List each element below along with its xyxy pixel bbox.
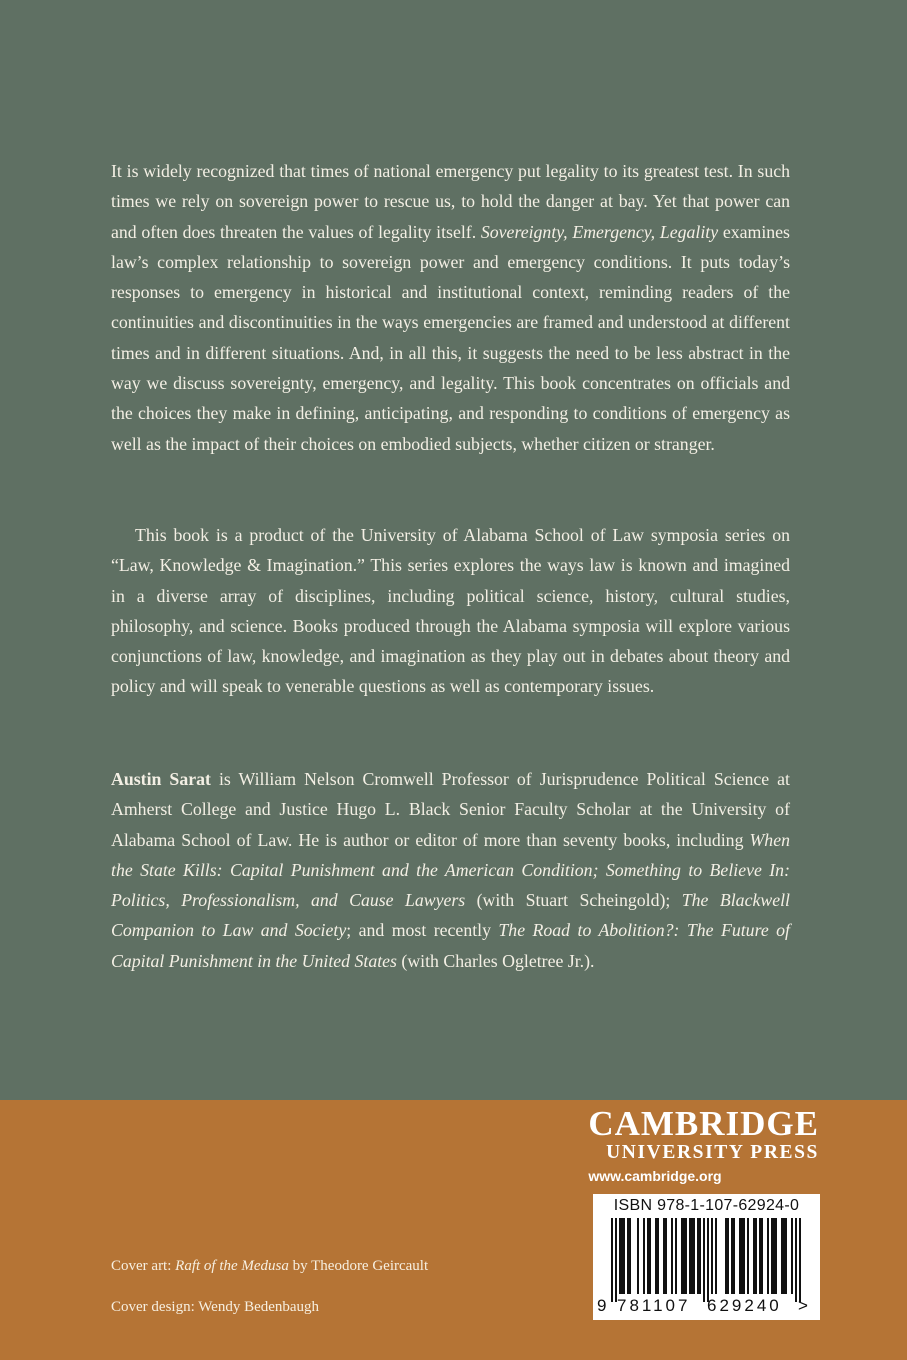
barcode-bar bbox=[767, 1218, 769, 1294]
barcode-bar bbox=[691, 1218, 693, 1294]
description-text: It is widely recognized that times of national emergency put legality to its greatest test. In such times we rely on sovereign power to rescue us, to hold the danger at bay. Yet that power can and often does threaten the values of legality itself. bbox=[111, 161, 790, 242]
barcode-bar bbox=[655, 1218, 657, 1294]
barcode-bar bbox=[699, 1218, 701, 1294]
barcode-bar bbox=[623, 1218, 625, 1294]
barcode-bar bbox=[727, 1218, 729, 1294]
barcode-bar bbox=[697, 1218, 699, 1294]
cover-art-title: Raft of the Medusa bbox=[175, 1258, 289, 1274]
barcode-bar bbox=[739, 1218, 741, 1294]
description-paragraph-2 bbox=[111, 520, 790, 702]
barcode-bar bbox=[637, 1218, 639, 1294]
barcode-bar bbox=[683, 1218, 685, 1294]
book-title-italic: Sovereignty, Emergency, Legality bbox=[480, 221, 719, 242]
author-bio-text: (with Charles Ogletree Jr.). bbox=[396, 950, 595, 971]
cover-art-label: Cover art: bbox=[111, 1258, 176, 1274]
barcode-bar bbox=[761, 1218, 763, 1294]
cover-art-credit bbox=[111, 1258, 428, 1275]
isbn-barcode bbox=[593, 1194, 820, 1320]
series-description: This book is a product of the University of Alabama School of Law symposia series on “Law, Knowledge & Imagination.” This series explores the ways law is known and imagined in a diverse array of disciplines, including political science, history, cultural studies, philosophy, and science. Books produced through the Alabama symposia will explore various conjunctions of law, knowledge, and imagination as they play out in debates about theory and policy and will speak to venerable questions as well as contemporary issues. bbox=[111, 525, 790, 697]
barcode-bar bbox=[785, 1218, 787, 1294]
barcode-bar bbox=[663, 1218, 665, 1294]
barcode-bar bbox=[621, 1218, 623, 1294]
author-bio-text: ; and most recently bbox=[346, 920, 499, 941]
barcode-group-1: 781107 bbox=[617, 1296, 691, 1315]
author-name: Austin Sarat bbox=[111, 769, 211, 789]
cover-design-credit: Cover design: Wendy Bedenbaugh bbox=[111, 1299, 320, 1315]
publisher-name: CAMBRIDGE bbox=[588, 1104, 819, 1143]
barcode-bar bbox=[795, 1218, 797, 1302]
cover-art-artist: by Theodore Geircault bbox=[288, 1258, 429, 1274]
barcode-bar bbox=[799, 1218, 801, 1302]
barcode-bar bbox=[675, 1218, 677, 1294]
barcode-bar bbox=[693, 1218, 695, 1294]
barcode-bar bbox=[681, 1218, 683, 1294]
barcode-bar bbox=[775, 1218, 777, 1294]
barcode-bar bbox=[611, 1218, 613, 1302]
barcode-bar bbox=[647, 1218, 649, 1294]
barcode-bar bbox=[771, 1218, 773, 1294]
barcode-bar bbox=[707, 1218, 709, 1302]
barcode-bar bbox=[685, 1218, 687, 1294]
publisher-subtitle: UNIVERSITY PRESS bbox=[606, 1142, 819, 1163]
barcode-bar bbox=[643, 1218, 645, 1294]
barcode-bar bbox=[689, 1218, 691, 1294]
author-bio-text: (with Stuart Scheingold); bbox=[465, 890, 682, 911]
barcode-bar bbox=[665, 1218, 667, 1294]
author-book-title: The Road to Abolition?: The Future of Capital Punishment in the United States bbox=[111, 920, 790, 971]
isbn-label: ISBN 978-1-107-62924-0 bbox=[613, 1197, 800, 1214]
barcode-bar bbox=[615, 1218, 617, 1302]
author-bio bbox=[111, 764, 790, 976]
barcode-lead-digit: 9 bbox=[597, 1296, 607, 1315]
author-book-titles: When the State Kills: Capital Punishment and the American Condition; Something to Believe In: Politics, Professionalism, and Cause Lawyers bbox=[111, 829, 790, 911]
barcode-bar bbox=[747, 1218, 749, 1294]
author-bio-text: is William Nelson Cromwell Professor of Jurisprudence Political Science at Amherst College and Justice Hugo L. Black Senior Faculty Scholar at the University of Alabama School of Law. He is author or editor of more than seventy books, including bbox=[111, 769, 790, 850]
author-book-title: The Blackwell Companion to Law and Society bbox=[111, 890, 790, 941]
barcode-bar bbox=[773, 1218, 775, 1294]
barcode-bar bbox=[703, 1218, 705, 1302]
barcode-bar bbox=[781, 1218, 783, 1294]
publisher-logo bbox=[588, 1106, 819, 1184]
barcode-bar bbox=[743, 1218, 745, 1294]
barcode-bar bbox=[731, 1218, 733, 1294]
barcode-bar bbox=[619, 1218, 621, 1294]
barcode-bar bbox=[629, 1218, 631, 1294]
barcode-bar bbox=[791, 1218, 793, 1294]
description-paragraph-1 bbox=[111, 156, 790, 459]
barcode-bar bbox=[733, 1218, 735, 1294]
publisher-url: www.cambridge.org bbox=[588, 1168, 722, 1184]
barcode-bar bbox=[627, 1218, 629, 1294]
barcode-bar bbox=[783, 1218, 785, 1294]
barcode-bar bbox=[725, 1218, 727, 1294]
barcode-bar bbox=[715, 1218, 717, 1294]
barcode-group-2: 629240 bbox=[707, 1296, 782, 1315]
description-text-cont: examines law’s complex relationship to sovereign power and emergency conditions. It puts today’s responses to emergency in historical and institutional context, reminding readers of the continuities and discontinuities in the ways emergencies are framed and understood at different times and in different situations. And, in all this, it suggests the need to be less abstract in the way we discuss sovereignty, emergency, and legality. This book concentrates on officials and the choices they make in defining, anticipating, and responding to conditions of emergency as well as the impact of their choices on embodied subjects, whether citizen or stranger. bbox=[111, 221, 790, 454]
barcode-bar bbox=[759, 1218, 761, 1294]
barcode-bar bbox=[753, 1218, 755, 1294]
barcode-bar bbox=[671, 1218, 673, 1294]
barcode-quiet-mark: > bbox=[798, 1296, 808, 1315]
barcode-bar bbox=[741, 1218, 743, 1294]
barcode-bar bbox=[649, 1218, 651, 1294]
barcode-bar bbox=[711, 1218, 713, 1294]
barcode-bar bbox=[755, 1218, 757, 1294]
barcode-bar bbox=[657, 1218, 659, 1294]
